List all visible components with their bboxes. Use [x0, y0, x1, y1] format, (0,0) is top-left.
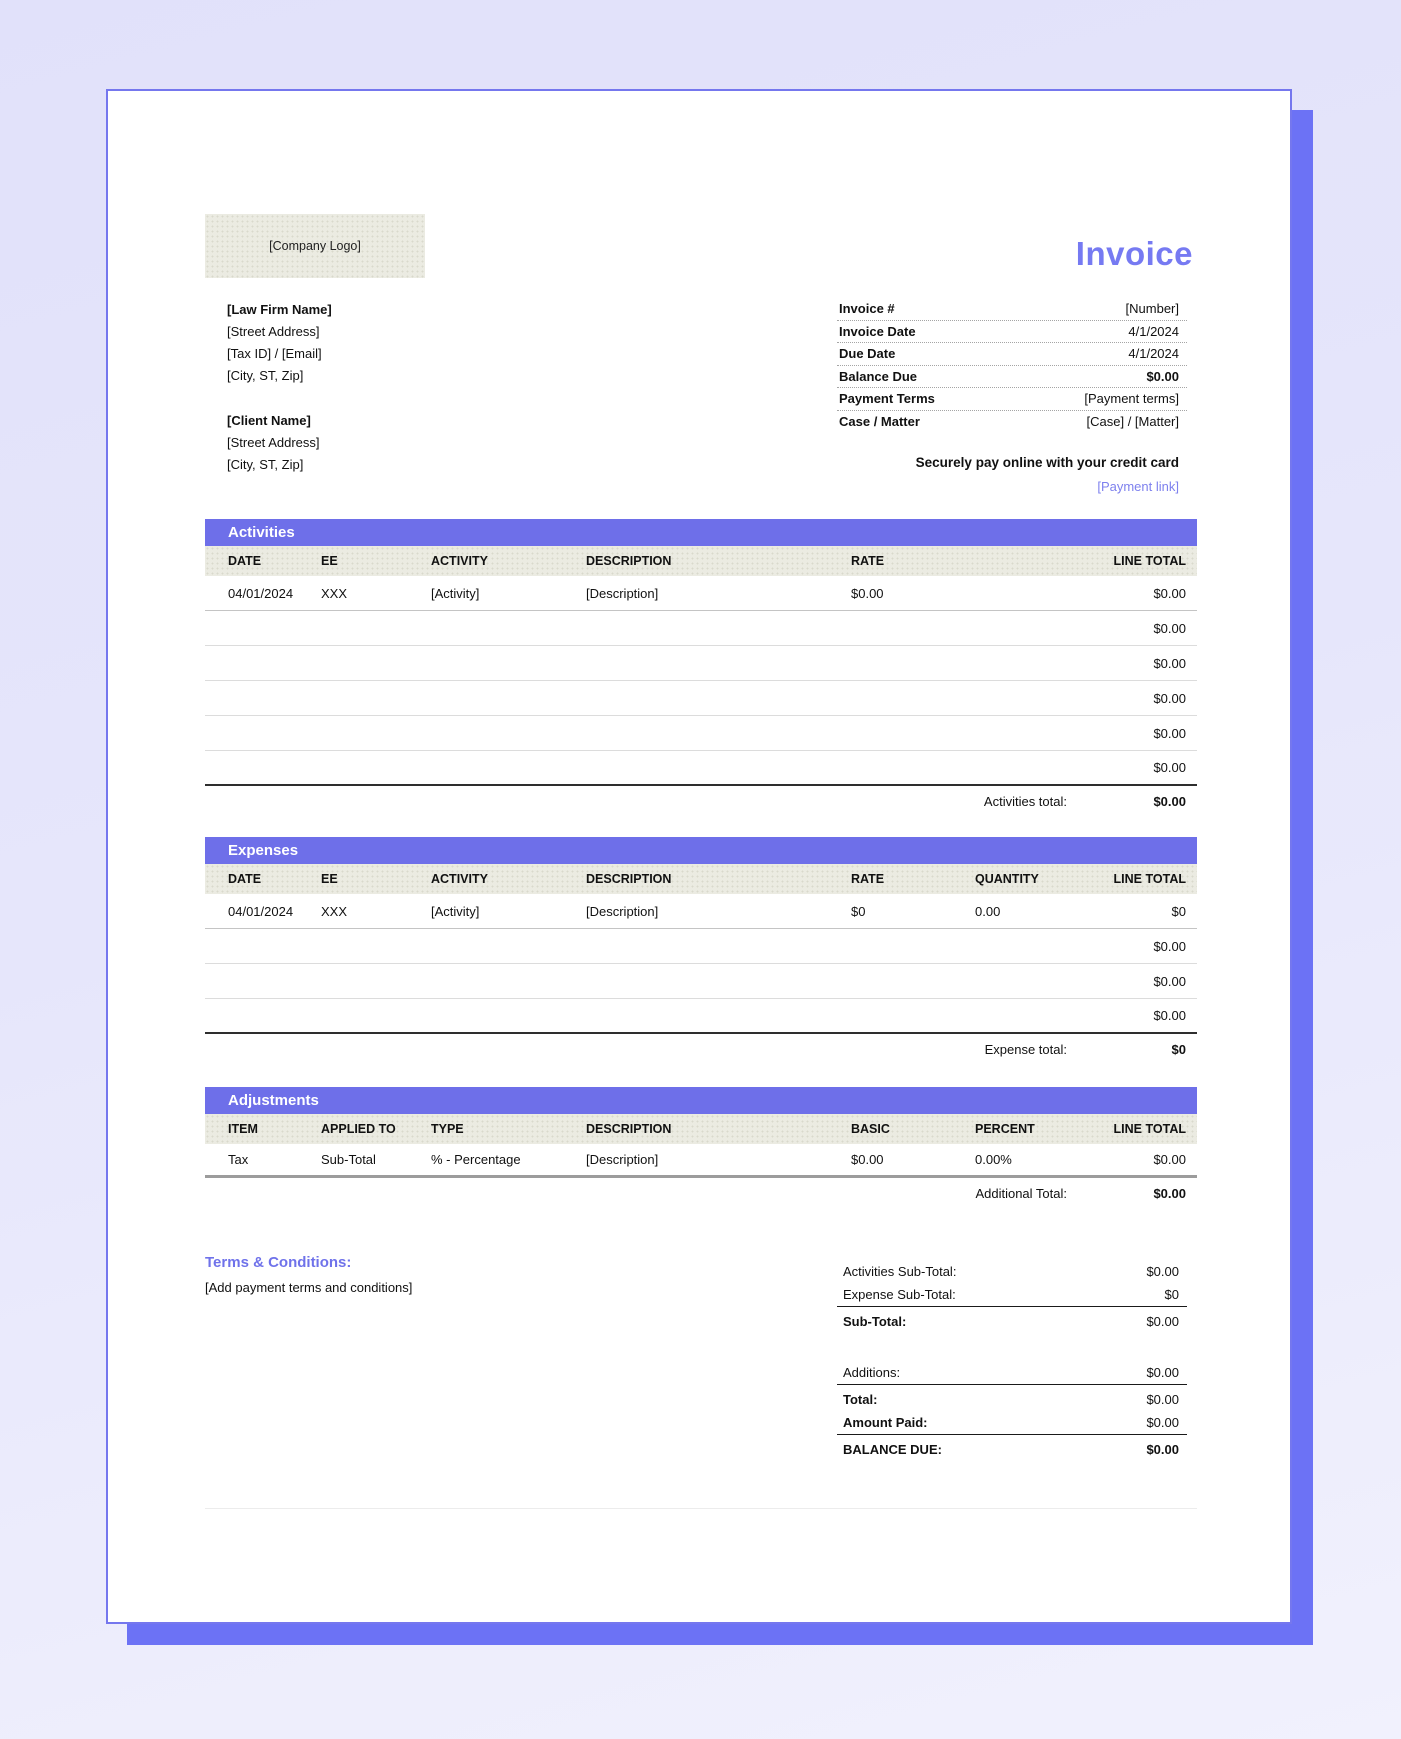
adjustments-column-headers — [205, 1114, 1197, 1144]
col-header-line-total: LINE TOTAL — [1113, 554, 1186, 568]
expenses-section-header: Expenses — [205, 837, 1197, 864]
adjustments-section-header: Adjustments — [205, 1087, 1197, 1114]
col-header-activity: ACTIVITY — [431, 872, 488, 886]
adjustments-total-value: $0.00 — [1153, 1186, 1186, 1201]
client-city: [City, ST, Zip] — [227, 457, 304, 472]
summary-value: $0 — [1164, 1287, 1179, 1302]
invoice-page — [106, 89, 1292, 1624]
expenses-section — [205, 837, 1197, 1065]
activities-section-header: Activities — [205, 519, 1197, 546]
cell-rate: $0 — [851, 903, 866, 919]
col-header-date: DATE — [228, 554, 262, 568]
activities-total-value: $0.00 — [1153, 794, 1186, 809]
client-address-block — [227, 410, 320, 476]
col-header-description: DESCRIPTION — [586, 554, 672, 568]
col-header-description: DESCRIPTION — [586, 1122, 672, 1136]
table-row — [205, 681, 1197, 716]
adjustments-total-row — [205, 1178, 1197, 1209]
adjustments-section — [205, 1087, 1197, 1209]
cell-ee: XXX — [321, 585, 348, 601]
company-logo-placeholder — [205, 214, 425, 278]
cell-description: [Description] — [586, 1152, 659, 1167]
meta-row-invoice-number — [837, 298, 1187, 321]
company-logo-text: [Company Logo] — [269, 239, 361, 253]
col-header-ee: EE — [321, 872, 338, 886]
cell-activity: [Activity] — [431, 585, 480, 601]
cell-type: % - Percentage — [431, 1152, 521, 1167]
cell-line-total: $0.00 — [1153, 760, 1186, 775]
cell-line-total: $0.00 — [1153, 1152, 1186, 1167]
cell-date: 04/01/2024 — [228, 585, 294, 601]
table-row — [205, 751, 1197, 786]
cell-line-total: $0.00 — [1153, 725, 1186, 741]
cell-item: Tax — [228, 1152, 249, 1167]
cell-line-total: $0.00 — [1153, 973, 1186, 989]
cell-description: [Description] — [586, 903, 659, 919]
summary-value: $0.00 — [1146, 1313, 1179, 1329]
terms-and-conditions — [205, 1254, 765, 1295]
totals-summary — [837, 1259, 1187, 1461]
summary-row-total — [837, 1387, 1187, 1411]
summary-value: $0.00 — [1146, 1415, 1179, 1430]
adjustments-total-label: Additional Total: — [975, 1186, 1067, 1201]
summary-value: $0.00 — [1146, 1391, 1179, 1407]
table-row — [205, 929, 1197, 964]
law-firm-address-block — [227, 299, 332, 387]
law-firm-name: [Law Firm Name] — [227, 302, 332, 317]
cell-line-total: $0 — [1171, 903, 1186, 919]
terms-heading: Terms & Conditions: — [205, 1254, 352, 1271]
col-header-activity: ACTIVITY — [431, 554, 488, 568]
meta-label: Due Date — [839, 346, 896, 362]
cell-percent: 0.00% — [975, 1152, 1012, 1167]
summary-label: Sub-Total: — [843, 1313, 907, 1329]
meta-value: [Payment terms] — [1084, 391, 1179, 407]
expenses-column-headers — [205, 864, 1197, 894]
cell-line-total: $0.00 — [1153, 620, 1186, 636]
col-header-applied-to: APPLIED TO — [321, 1122, 396, 1136]
secure-pay-text: Securely pay online with your credit card — [915, 455, 1179, 470]
summary-value: $0.00 — [1146, 1365, 1179, 1380]
footer-divider — [205, 1508, 1197, 1509]
summary-value: $0.00 — [1146, 1441, 1179, 1457]
cell-rate: $0.00 — [851, 585, 884, 601]
cell-ee: XXX — [321, 903, 348, 919]
cell-date: 04/01/2024 — [228, 903, 294, 919]
summary-label: Amount Paid: — [843, 1415, 928, 1430]
col-header-date: DATE — [228, 872, 262, 886]
col-header-description: DESCRIPTION — [586, 872, 672, 886]
summary-row-subtotal — [837, 1309, 1187, 1333]
cell-line-total: $0.00 — [1153, 585, 1186, 601]
meta-label: Case / Matter — [839, 414, 920, 430]
summary-row-additions — [837, 1361, 1187, 1385]
table-row — [205, 894, 1197, 929]
meta-value: 4/1/2024 — [1128, 346, 1179, 362]
col-header-basic: BASIC — [851, 1122, 890, 1136]
cell-line-total: $0.00 — [1153, 938, 1186, 954]
terms-body: [Add payment terms and conditions] — [205, 1280, 413, 1295]
meta-value: [Case] / [Matter] — [1086, 414, 1179, 430]
invoice-meta-table — [837, 298, 1187, 433]
table-row — [205, 646, 1197, 681]
client-name: [Client Name] — [227, 413, 311, 428]
summary-row-activities-subtotal — [837, 1259, 1187, 1283]
cell-line-total: $0.00 — [1153, 655, 1186, 671]
meta-value: [Number] — [1125, 301, 1179, 317]
meta-value: $0.00 — [1146, 368, 1179, 384]
expenses-total-value: $0 — [1171, 1042, 1186, 1057]
col-header-line-total: LINE TOTAL — [1113, 1122, 1186, 1136]
law-firm-street: [Street Address] — [227, 324, 320, 339]
cell-applied-to: Sub-Total — [321, 1152, 376, 1167]
col-header-ee: EE — [321, 554, 338, 568]
cell-line-total: $0.00 — [1153, 690, 1186, 706]
summary-label: BALANCE DUE: — [843, 1441, 942, 1457]
meta-value: 4/1/2024 — [1128, 323, 1179, 339]
summary-label: Activities Sub-Total: — [843, 1263, 957, 1279]
meta-row-balance-due — [837, 366, 1187, 389]
meta-label: Balance Due — [839, 368, 918, 384]
meta-label: Invoice # — [839, 301, 895, 317]
cell-quantity: 0.00 — [975, 903, 1001, 919]
meta-label: Invoice Date — [839, 323, 916, 339]
law-firm-city: [City, ST, Zip] — [227, 368, 304, 383]
meta-row-due-date — [837, 343, 1187, 366]
summary-label: Additions: — [843, 1365, 901, 1380]
meta-label: Payment Terms — [839, 391, 935, 407]
online-payment-block — [837, 455, 1187, 496]
col-header-line-total: LINE TOTAL — [1113, 872, 1186, 886]
summary-label: Expense Sub-Total: — [843, 1287, 956, 1302]
meta-row-payment-terms — [837, 388, 1187, 411]
cell-activity: [Activity] — [431, 903, 480, 919]
client-street: [Street Address] — [227, 435, 320, 450]
activities-column-headers — [205, 546, 1197, 576]
summary-row-expense-subtotal — [837, 1283, 1187, 1307]
table-row — [205, 716, 1197, 751]
table-row — [205, 964, 1197, 999]
col-header-type: TYPE — [431, 1122, 464, 1136]
cell-description: [Description] — [586, 585, 659, 601]
col-header-item: ITEM — [228, 1122, 258, 1136]
table-row — [205, 999, 1197, 1034]
cell-basic: $0.00 — [851, 1152, 884, 1167]
col-header-rate: RATE — [851, 554, 885, 568]
meta-row-invoice-date — [837, 321, 1187, 344]
activities-section — [205, 519, 1197, 817]
summary-label: Total: — [843, 1391, 878, 1407]
expenses-total-row — [205, 1034, 1197, 1065]
activities-total-label: Activities total: — [983, 794, 1067, 809]
summary-row-balance-due — [837, 1437, 1187, 1461]
table-row — [205, 611, 1197, 646]
payment-link[interactable]: [Payment link] — [1097, 479, 1179, 494]
meta-row-case-matter — [837, 411, 1187, 434]
activities-total-row — [205, 786, 1197, 817]
table-row — [205, 576, 1197, 611]
col-header-rate: RATE — [851, 872, 885, 886]
summary-row-amount-paid — [837, 1411, 1187, 1435]
law-firm-tax-email: [Tax ID] / [Email] — [227, 346, 322, 361]
col-header-percent: PERCENT — [975, 1122, 1035, 1136]
col-header-quantity: QUANTITY — [975, 872, 1039, 886]
table-row — [205, 1144, 1197, 1178]
cell-line-total: $0.00 — [1153, 1008, 1186, 1023]
page-title: Invoice — [1075, 235, 1193, 272]
summary-value: $0.00 — [1146, 1263, 1179, 1279]
expenses-total-label: Expense total: — [984, 1042, 1067, 1057]
